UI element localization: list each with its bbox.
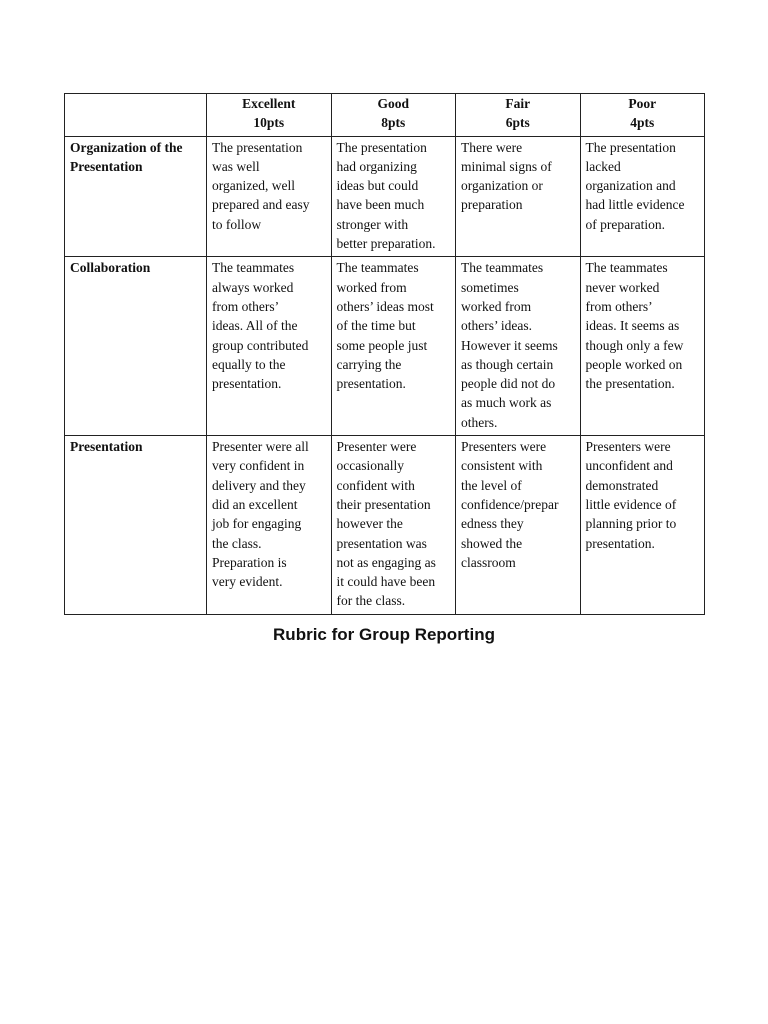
descriptor-cell-excellent	[207, 257, 332, 436]
rubric-body	[65, 136, 705, 614]
descriptor-line: people worked on	[585, 356, 683, 372]
criterion-row	[65, 136, 705, 257]
descriptor-line: confidence/prepar	[461, 496, 559, 512]
descriptor-line: others’ ideas most	[336, 298, 434, 314]
criterion-label-line: Presentation	[70, 158, 143, 174]
descriptor-line: as though certain	[461, 356, 554, 372]
descriptor-line: from others’	[585, 298, 653, 314]
descriptor-line: worked from	[461, 298, 532, 314]
descriptor-line: demonstrated	[585, 477, 659, 493]
descriptor-line: ideas. All of the	[212, 318, 298, 334]
descriptor-line: of preparation.	[585, 216, 665, 232]
descriptor-line: presentation.	[585, 535, 655, 551]
descriptor-line: had little evidence	[585, 197, 685, 213]
descriptor-line: worked from	[336, 279, 407, 295]
descriptor-line: group contributed	[212, 337, 309, 353]
descriptor-line: ideas. It seems as	[585, 318, 680, 334]
criterion-row	[65, 257, 705, 436]
descriptor-line: organization or	[461, 178, 543, 194]
descriptor-cell-poor	[580, 136, 705, 257]
descriptor-line: unconfident and	[585, 458, 673, 474]
descriptor-line: However it seems	[461, 337, 558, 353]
descriptor-line: The teammates	[461, 260, 544, 276]
descriptor-line: planning prior to	[585, 516, 677, 532]
descriptor-cell-poor	[580, 257, 705, 436]
descriptor-line: as much work as	[461, 395, 552, 411]
level-points: 10pts	[253, 115, 285, 131]
criterion-label-line: Collaboration	[70, 260, 151, 276]
descriptor-cell-excellent	[207, 136, 332, 257]
descriptor-line: did an excellent	[212, 496, 298, 512]
descriptor-line: prepared and easy	[212, 197, 310, 213]
descriptor-line: The presentation	[336, 139, 427, 155]
descriptor-line: organized, well	[212, 178, 295, 194]
level-points: 6pts	[505, 115, 530, 131]
descriptor-cell-good	[331, 136, 456, 257]
level-points: 8pts	[381, 115, 406, 131]
descriptor-line: for the class.	[336, 593, 406, 609]
descriptor-line: organization and	[585, 178, 676, 194]
descriptor-line: the presentation.	[585, 376, 675, 392]
descriptor-line: to follow	[212, 216, 262, 232]
descriptor-cell-fair	[456, 136, 581, 257]
descriptor-cell-poor	[580, 436, 705, 615]
criterion-row	[65, 436, 705, 615]
descriptor-line: sometimes	[461, 279, 519, 295]
descriptor-line: The teammates	[212, 260, 295, 276]
descriptor-line: others’ ideas.	[461, 318, 532, 334]
descriptor-line: Preparation is	[212, 554, 287, 570]
descriptor-line: preparation	[461, 197, 523, 213]
descriptor-line: edness they	[461, 516, 524, 532]
criterion-cell	[65, 436, 207, 615]
descriptor-cell-excellent	[207, 436, 332, 615]
descriptor-line: Presenters were	[585, 439, 671, 455]
descriptor-line: There were	[461, 139, 523, 155]
descriptor-line: very evident.	[212, 574, 283, 590]
level-name: Excellent	[242, 96, 296, 111]
descriptor-line: it could have been	[336, 574, 436, 590]
descriptor-line: never worked	[585, 279, 660, 295]
descriptor-line: had organizing	[336, 158, 417, 174]
descriptor-line: their presentation	[336, 496, 431, 512]
descriptor-line: presentation was	[336, 535, 427, 551]
descriptor-line: people did not do	[461, 376, 556, 392]
descriptor-line: lacked	[585, 158, 621, 174]
descriptor-cell-fair	[456, 436, 581, 615]
criterion-cell	[65, 257, 207, 436]
descriptor-line: however the	[336, 516, 403, 532]
descriptor-line: ideas but could	[336, 178, 419, 194]
level-name: Good	[377, 96, 409, 111]
descriptor-line: job for engaging	[212, 516, 302, 532]
descriptor-line: stronger with	[336, 216, 409, 232]
descriptor-line: occasionally	[336, 458, 404, 474]
descriptor-line: very confident in	[212, 458, 305, 474]
rubric-table	[64, 93, 705, 615]
descriptor-line: the level of	[461, 477, 522, 493]
level-header-good	[331, 94, 456, 137]
criterion-cell	[65, 136, 207, 257]
level-header-fair	[456, 94, 581, 137]
header-row	[65, 94, 705, 137]
descriptor-cell-good	[331, 257, 456, 436]
level-name: Poor	[628, 96, 657, 111]
descriptor-line: The teammates	[585, 260, 668, 276]
descriptor-line: Presenter were	[336, 439, 417, 455]
descriptor-line: The presentation	[585, 139, 676, 155]
descriptor-line: classroom	[461, 554, 516, 570]
level-header-poor	[580, 94, 705, 137]
level-name: Fair	[505, 96, 531, 111]
level-header-excellent	[207, 94, 332, 137]
descriptor-line: consistent with	[461, 458, 543, 474]
descriptor-line: from others’	[212, 298, 280, 314]
descriptor-line: always worked	[212, 279, 294, 295]
corner-cell	[65, 94, 207, 137]
descriptor-line: some people just	[336, 337, 428, 353]
descriptor-line: though only a few	[585, 337, 684, 353]
descriptor-line: presentation.	[336, 376, 406, 392]
descriptor-line: not as engaging as	[336, 554, 436, 570]
descriptor-line: minimal signs of	[461, 158, 552, 174]
descriptor-line: of the time but	[336, 318, 416, 334]
criterion-label-line: Presentation	[70, 439, 143, 455]
descriptor-line: Presenters were	[461, 439, 547, 455]
descriptor-line: equally to the	[212, 356, 286, 372]
descriptor-cell-fair	[456, 257, 581, 436]
descriptor-line: The presentation	[212, 139, 303, 155]
descriptor-line: carrying the	[336, 356, 402, 372]
rubric-caption: Rubric for Group Reporting	[273, 625, 495, 644]
descriptor-line: the class.	[212, 535, 262, 551]
descriptor-line: was well	[212, 158, 260, 174]
criterion-label-line: Organization of the	[70, 139, 183, 155]
descriptor-line: presentation.	[212, 376, 282, 392]
descriptor-line: showed the	[461, 535, 523, 551]
descriptor-line: better preparation.	[336, 236, 436, 252]
descriptor-line: little evidence of	[585, 496, 677, 512]
descriptor-line: delivery and they	[212, 477, 306, 493]
level-points: 4pts	[630, 115, 655, 131]
descriptor-line: Presenter were all	[212, 439, 309, 455]
descriptor-line: The teammates	[336, 260, 419, 276]
descriptor-line: confident with	[336, 477, 415, 493]
descriptor-line: have been much	[336, 197, 425, 213]
descriptor-cell-good	[331, 436, 456, 615]
descriptor-line: others.	[461, 414, 498, 430]
